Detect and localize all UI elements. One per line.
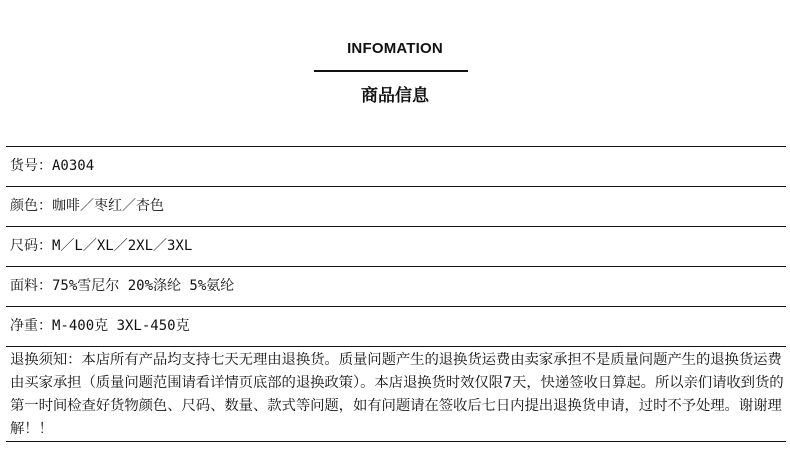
english-title: INFOMATION (347, 40, 443, 57)
return-policy-notice (6, 346, 786, 442)
chinese-title: 商品信息 (361, 86, 429, 106)
spec-value: 75%雪尼尔 20%涤纶 5%氨纶 (52, 278, 235, 294)
spec-row-item-number (6, 146, 786, 186)
spec-label: 颜色： (10, 198, 52, 214)
spec-label: 面料： (10, 278, 52, 294)
policy-text: 本店所有产品均支持七天无理由退换货。质量问题产生的退换货运费由卖家承担不是质量问题产生的退换货运费由买家承担（质量问题范围请看详情页底部的退换政策）。本店退换货时效仅限7天，快递签收日算起。所以亲们请收到货的第一时间检查好货物颜色、尺码、数量、款式等问题，如有问题请在签收后七日内提出退换货申请，过时不予处理。谢谢理解！！ (10, 352, 784, 437)
spec-value: A0304 (52, 158, 95, 174)
spec-label: 货号： (10, 158, 52, 174)
spec-row-size (6, 226, 786, 266)
spec-value: 咖啡／枣红／杏色 (52, 198, 164, 214)
spec-label: 净重： (10, 318, 52, 334)
policy-label: 退换须知： (10, 352, 82, 368)
spec-row-net-weight (6, 306, 786, 346)
spec-value: M-400克 3XL-450克 (52, 318, 190, 334)
spec-value: M／L／XL／2XL／3XL (52, 238, 193, 254)
spec-row-fabric (6, 266, 786, 306)
section-header (0, 0, 790, 140)
product-spec-list (6, 146, 786, 442)
spec-label: 尺码： (10, 238, 52, 254)
title-divider (314, 70, 468, 72)
spec-row-color (6, 186, 786, 226)
